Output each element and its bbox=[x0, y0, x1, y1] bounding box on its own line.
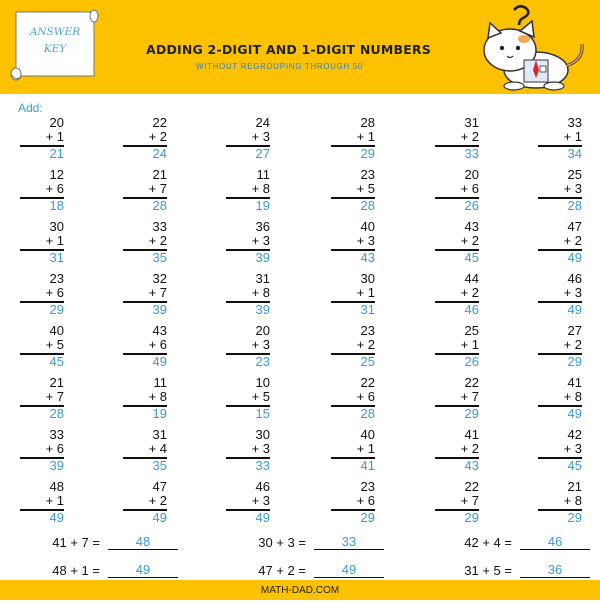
equation: 42 + 4 = bbox=[464, 535, 512, 550]
addend-bottom: + 1 bbox=[45, 233, 64, 248]
addend-top: 47 bbox=[567, 219, 582, 234]
horizontal-problem bbox=[40, 535, 180, 551]
addend-bottom: + 2 bbox=[460, 129, 479, 144]
addend-top: 23 bbox=[360, 167, 375, 182]
answer-blank: 48 bbox=[108, 535, 178, 550]
addend-top: 40 bbox=[360, 427, 375, 442]
addend-bottom: + 3 bbox=[356, 233, 375, 248]
answer: 49 bbox=[567, 250, 582, 265]
addend-bottom: + 3 bbox=[563, 441, 582, 456]
answer-blank: 49 bbox=[108, 563, 178, 578]
answer: 26 bbox=[464, 198, 479, 213]
answer: 45 bbox=[464, 250, 479, 265]
answer: 15 bbox=[255, 406, 270, 421]
answer: 49 bbox=[255, 510, 270, 525]
answer: 43 bbox=[360, 250, 375, 265]
addend-bottom: + 6 bbox=[460, 181, 479, 196]
addend-bottom: + 1 bbox=[563, 129, 582, 144]
vertical-problem bbox=[538, 428, 582, 476]
answer: 29 bbox=[464, 510, 479, 525]
addend-top: 44 bbox=[464, 271, 479, 286]
answer: 29 bbox=[567, 510, 582, 525]
vertical-problem bbox=[435, 220, 479, 268]
vertical-problem bbox=[226, 480, 270, 528]
addend-bottom: + 7 bbox=[460, 493, 479, 508]
answer: 39 bbox=[255, 302, 270, 317]
answer: 21 bbox=[49, 146, 64, 161]
vertical-problem bbox=[331, 220, 375, 268]
addend-bottom: + 2 bbox=[460, 233, 479, 248]
vertical-problem bbox=[435, 168, 479, 216]
addend-bottom: + 6 bbox=[45, 285, 64, 300]
addend-top: 21 bbox=[567, 479, 582, 494]
addend-bottom: + 3 bbox=[251, 441, 270, 456]
addend-top: 42 bbox=[567, 427, 582, 442]
answer: 45 bbox=[567, 458, 582, 473]
addend-top: 33 bbox=[49, 427, 64, 442]
vertical-problem bbox=[20, 116, 64, 164]
answer: 34 bbox=[567, 146, 582, 161]
addend-top: 48 bbox=[49, 479, 64, 494]
addend-top: 20 bbox=[49, 115, 64, 130]
addend-top: 36 bbox=[255, 219, 270, 234]
equation: 41 + 7 = bbox=[52, 535, 100, 550]
answer-key-badge bbox=[8, 8, 100, 82]
addend-bottom: + 3 bbox=[251, 129, 270, 144]
addend-bottom: + 8 bbox=[251, 285, 270, 300]
addend-bottom: + 2 bbox=[460, 441, 479, 456]
addend-bottom: + 1 bbox=[356, 441, 375, 456]
answer: 28 bbox=[360, 406, 375, 421]
vertical-problem bbox=[435, 428, 479, 476]
addend-top: 23 bbox=[360, 323, 375, 338]
addend-bottom: + 1 bbox=[356, 285, 375, 300]
addend-top: 24 bbox=[255, 115, 270, 130]
addend-bottom: + 2 bbox=[356, 337, 375, 352]
vertical-problem bbox=[331, 324, 375, 372]
answer: 28 bbox=[360, 198, 375, 213]
addend-top: 27 bbox=[567, 323, 582, 338]
answer-blank: 33 bbox=[314, 535, 384, 550]
answer: 29 bbox=[49, 302, 64, 317]
vertical-problem bbox=[20, 168, 64, 216]
answer: 31 bbox=[49, 250, 64, 265]
horizontal-problem bbox=[452, 563, 592, 579]
addend-bottom: + 7 bbox=[148, 181, 167, 196]
addend-bottom: + 5 bbox=[45, 337, 64, 352]
vertical-problem bbox=[226, 116, 270, 164]
vertical-problem bbox=[226, 376, 270, 424]
equation: 47 + 2 = bbox=[258, 563, 306, 578]
instruction-label: Add: bbox=[18, 101, 43, 115]
vertical-problem bbox=[226, 324, 270, 372]
answer: 29 bbox=[360, 146, 375, 161]
addend-bottom: + 2 bbox=[148, 493, 167, 508]
footer-site: MATH-DAD.COM bbox=[260, 585, 340, 596]
addend-bottom: + 7 bbox=[460, 389, 479, 404]
answer: 39 bbox=[255, 250, 270, 265]
horizontal-problem bbox=[40, 563, 180, 579]
addend-top: 21 bbox=[49, 375, 64, 390]
addend-bottom: + 3 bbox=[251, 233, 270, 248]
addend-top: 11 bbox=[256, 167, 270, 182]
addend-bottom: + 3 bbox=[563, 285, 582, 300]
vertical-problem bbox=[123, 116, 167, 164]
vertical-problem bbox=[123, 428, 167, 476]
answer-blank: 46 bbox=[520, 535, 590, 550]
vertical-problem bbox=[331, 376, 375, 424]
addend-top: 33 bbox=[567, 115, 582, 130]
cat-mascot-icon bbox=[474, 2, 590, 92]
answer: 31 bbox=[360, 302, 375, 317]
addend-top: 23 bbox=[49, 271, 64, 286]
answer: 33 bbox=[464, 146, 479, 161]
answer: 19 bbox=[255, 198, 270, 213]
addend-top: 22 bbox=[360, 375, 375, 390]
answer: 43 bbox=[464, 458, 479, 473]
answer: 41 bbox=[360, 458, 375, 473]
answer: 26 bbox=[464, 354, 479, 369]
equation: 31 + 5 = bbox=[464, 563, 512, 578]
horizontal-problem bbox=[246, 563, 386, 579]
vertical-problem bbox=[538, 376, 582, 424]
addend-top: 28 bbox=[360, 115, 375, 130]
vertical-problem bbox=[538, 480, 582, 528]
answer: 25 bbox=[360, 354, 375, 369]
answer: 19 bbox=[152, 406, 167, 421]
answer: 33 bbox=[255, 458, 270, 473]
addend-bottom: + 5 bbox=[251, 389, 270, 404]
answer: 18 bbox=[49, 198, 64, 213]
addend-top: 41 bbox=[464, 427, 479, 442]
vertical-problem bbox=[20, 376, 64, 424]
vertical-problem bbox=[226, 272, 270, 320]
addend-top: 40 bbox=[49, 323, 64, 338]
addend-top: 40 bbox=[360, 219, 375, 234]
vertical-problem bbox=[538, 272, 582, 320]
vertical-problem bbox=[538, 168, 582, 216]
addend-bottom: + 2 bbox=[563, 233, 582, 248]
answer: 27 bbox=[255, 146, 270, 161]
vertical-problem bbox=[226, 428, 270, 476]
page-title: ADDING 2-DIGIT AND 1-DIGIT NUMBERS bbox=[146, 42, 431, 57]
addend-top: 41 bbox=[567, 375, 582, 390]
vertical-problem bbox=[435, 272, 479, 320]
vertical-problem bbox=[331, 116, 375, 164]
addend-top: 22 bbox=[464, 375, 479, 390]
addend-bottom: + 4 bbox=[148, 441, 167, 456]
addend-top: 25 bbox=[567, 167, 582, 182]
addend-bottom: + 8 bbox=[251, 181, 270, 196]
vertical-problem bbox=[538, 116, 582, 164]
answer: 45 bbox=[49, 354, 64, 369]
vertical-problem bbox=[435, 376, 479, 424]
answer: 28 bbox=[49, 406, 64, 421]
vertical-problem bbox=[538, 220, 582, 268]
addend-top: 23 bbox=[360, 479, 375, 494]
addend-bottom: + 7 bbox=[45, 389, 64, 404]
vertical-problem bbox=[331, 272, 375, 320]
answer: 49 bbox=[152, 354, 167, 369]
answer: 23 bbox=[255, 354, 270, 369]
addend-bottom: + 8 bbox=[563, 493, 582, 508]
addend-top: 46 bbox=[255, 479, 270, 494]
addend-bottom: + 3 bbox=[251, 493, 270, 508]
addend-top: 30 bbox=[49, 219, 64, 234]
vertical-problem bbox=[20, 480, 64, 528]
vertical-problem bbox=[20, 272, 64, 320]
equation: 30 + 3 = bbox=[258, 535, 306, 550]
vertical-problem bbox=[123, 272, 167, 320]
answer: 35 bbox=[152, 250, 167, 265]
answer: 28 bbox=[152, 198, 167, 213]
addend-bottom: + 6 bbox=[148, 337, 167, 352]
addend-top: 12 bbox=[49, 167, 64, 182]
addend-top: 20 bbox=[255, 323, 270, 338]
vertical-problem bbox=[20, 428, 64, 476]
answer: 49 bbox=[49, 510, 64, 525]
vertical-problem bbox=[435, 324, 479, 372]
vertical-problem bbox=[123, 376, 167, 424]
vertical-problem bbox=[123, 168, 167, 216]
answer: 49 bbox=[567, 302, 582, 317]
addend-bottom: + 6 bbox=[45, 181, 64, 196]
addend-top: 22 bbox=[464, 479, 479, 494]
answer-blank: 49 bbox=[314, 563, 384, 578]
addend-top: 32 bbox=[152, 271, 167, 286]
addend-bottom: + 6 bbox=[45, 441, 64, 456]
addend-bottom: + 1 bbox=[356, 129, 375, 144]
answer: 35 bbox=[152, 458, 167, 473]
addend-top: 33 bbox=[152, 219, 167, 234]
answer: 29 bbox=[360, 510, 375, 525]
footer bbox=[0, 580, 600, 600]
vertical-problem bbox=[123, 324, 167, 372]
addend-bottom: + 1 bbox=[460, 337, 479, 352]
answer: 39 bbox=[152, 302, 167, 317]
badge-line-1: ANSWER bbox=[29, 26, 81, 38]
vertical-problem bbox=[331, 428, 375, 476]
addend-bottom: + 1 bbox=[45, 493, 64, 508]
addend-bottom: + 6 bbox=[356, 389, 375, 404]
addend-top: 10 bbox=[255, 375, 270, 390]
addend-top: 11 bbox=[153, 375, 167, 390]
answer: 29 bbox=[567, 354, 582, 369]
addend-bottom: + 3 bbox=[251, 337, 270, 352]
answer: 28 bbox=[567, 198, 582, 213]
addend-top: 20 bbox=[464, 167, 479, 182]
addend-bottom: + 2 bbox=[148, 129, 167, 144]
addend-bottom: + 8 bbox=[148, 389, 167, 404]
addend-top: 47 bbox=[152, 479, 167, 494]
answer: 49 bbox=[567, 406, 582, 421]
addend-bottom: + 5 bbox=[356, 181, 375, 196]
addend-bottom: + 7 bbox=[148, 285, 167, 300]
vertical-problem bbox=[331, 168, 375, 216]
addend-top: 43 bbox=[464, 219, 479, 234]
addend-top: 31 bbox=[255, 271, 270, 286]
addend-top: 43 bbox=[152, 323, 167, 338]
addend-top: 46 bbox=[567, 271, 582, 286]
addend-bottom: + 1 bbox=[45, 129, 64, 144]
answer: 39 bbox=[49, 458, 64, 473]
addend-bottom: + 2 bbox=[563, 337, 582, 352]
answer: 24 bbox=[152, 146, 167, 161]
addend-top: 25 bbox=[464, 323, 479, 338]
vertical-problem bbox=[435, 116, 479, 164]
addend-top: 30 bbox=[360, 271, 375, 286]
vertical-problem bbox=[20, 324, 64, 372]
answer: 49 bbox=[152, 510, 167, 525]
addend-top: 21 bbox=[152, 167, 167, 182]
addend-bottom: + 2 bbox=[460, 285, 479, 300]
vertical-problem bbox=[538, 324, 582, 372]
addend-bottom: + 3 bbox=[563, 181, 582, 196]
addend-top: 30 bbox=[255, 427, 270, 442]
badge-line-2: KEY bbox=[43, 43, 67, 55]
addend-top: 31 bbox=[464, 115, 479, 130]
vertical-problem bbox=[226, 168, 270, 216]
vertical-problem bbox=[226, 220, 270, 268]
horizontal-problem bbox=[246, 535, 386, 551]
vertical-problem bbox=[435, 480, 479, 528]
page-subtitle: WITHOUT REGROUPING THROUGH 50 bbox=[196, 62, 364, 71]
horizontal-problem bbox=[452, 535, 592, 551]
addend-top: 31 bbox=[152, 427, 167, 442]
vertical-problem bbox=[123, 480, 167, 528]
answer-blank: 36 bbox=[520, 563, 590, 578]
equation: 48 + 1 = bbox=[52, 563, 100, 578]
vertical-problem bbox=[331, 480, 375, 528]
header-banner bbox=[0, 0, 600, 94]
vertical-problem bbox=[20, 220, 64, 268]
answer: 29 bbox=[464, 406, 479, 421]
answer: 46 bbox=[464, 302, 479, 317]
addend-bottom: + 8 bbox=[563, 389, 582, 404]
addend-bottom: + 6 bbox=[356, 493, 375, 508]
addend-top: 22 bbox=[152, 115, 167, 130]
addend-bottom: + 2 bbox=[148, 233, 167, 248]
vertical-problem bbox=[123, 220, 167, 268]
